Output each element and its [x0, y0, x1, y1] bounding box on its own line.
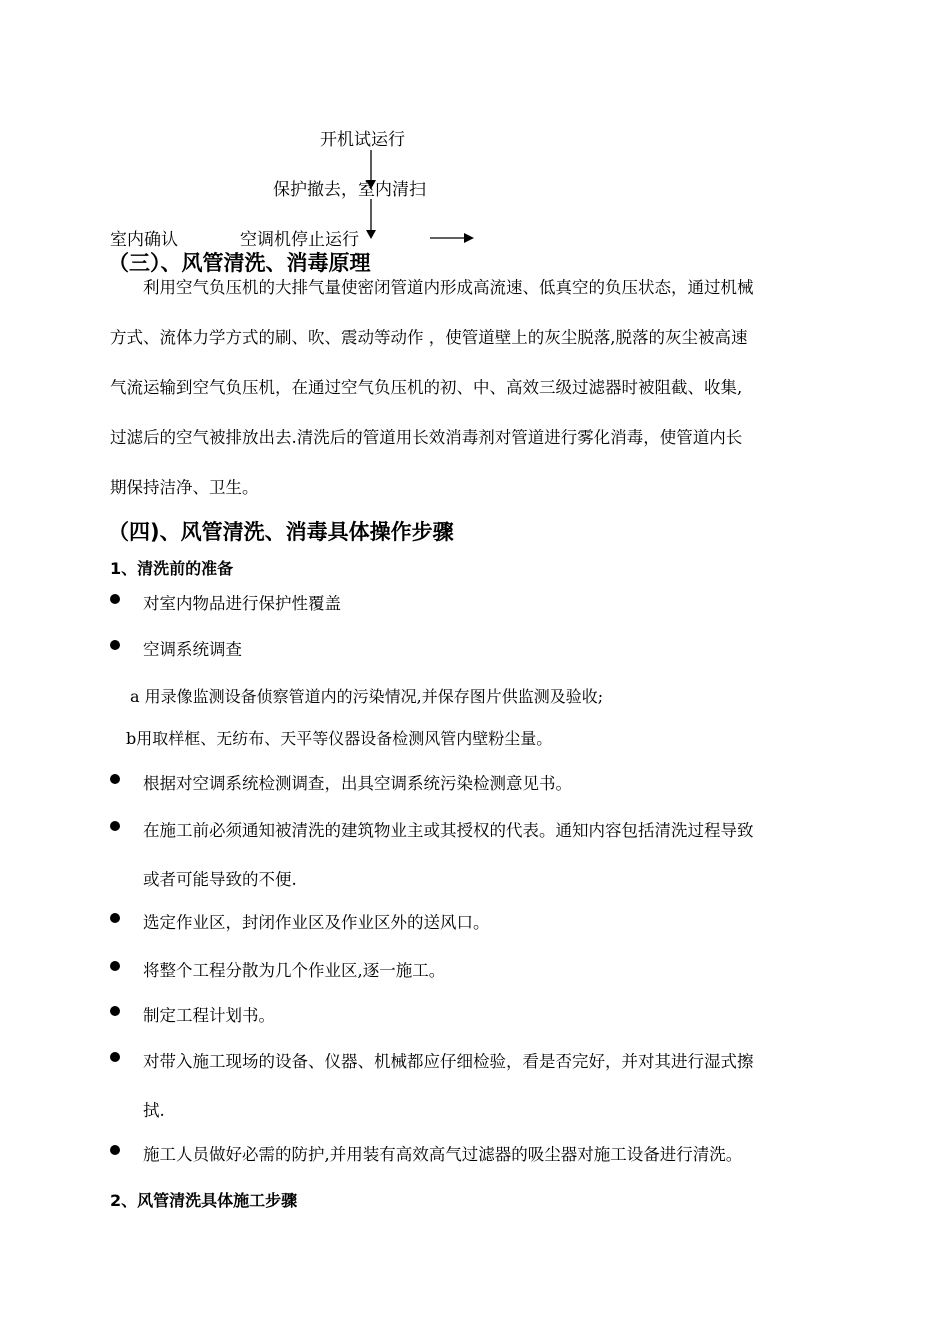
- paragraph-line: 方式、流体力学方式的刷、吹、震动等动作 ，使管道壁上的灰尘脱落,脱落的灰尘被高速: [110, 328, 748, 347]
- bullet-icon: [110, 1145, 120, 1155]
- flow-step-clean: 保护撤去，室内清扫: [273, 180, 426, 200]
- bullet-item: 对带入施工现场的设备、仪器、机械都应仔细检验，看是否完好，并对其进行湿式擦: [143, 1052, 754, 1071]
- bullet-item: 将整个工程分散为几个作业区,逐一施工。: [143, 961, 446, 980]
- bullet-icon: [110, 1052, 120, 1062]
- bullet-item: 对室内物品进行保护性覆盖: [143, 594, 341, 613]
- bullet-item-continued: 或者可能导致的不便.: [143, 870, 297, 889]
- subsection-heading-prep: 1、清洗前的准备: [110, 559, 234, 578]
- bullet-item: 在施工前必须通知被清洗的建筑物业主或其授权的代表。通知内容包括清洗过程导致: [143, 821, 754, 840]
- paragraph-line: 过滤后的空气被排放出去.清洗后的管道用长效消毒剂对管道进行雾化消毒，使管道内长: [110, 428, 743, 447]
- paragraph-line: 期保持洁净、卫生。: [110, 478, 259, 497]
- bullet-icon: [110, 913, 120, 923]
- flow-step-start: 开机试运行: [320, 130, 405, 150]
- bullet-item: 制定工程计划书。: [143, 1006, 275, 1025]
- subsection-heading-construction: 2、风管清洗具体施工步骤: [110, 1191, 298, 1210]
- paragraph-line: 利用空气负压机的大排气量使密闭管道内形成高流速、低真空的负压状态，通过机械: [143, 278, 754, 297]
- paragraph-line: 气流运输到空气负压机，在通过空气负压机的初、中、高效三级过滤器时被阻截、收集,: [110, 378, 743, 397]
- bullet-icon: [110, 640, 120, 650]
- bullet-icon: [110, 821, 120, 831]
- bullet-item: 空调系统调查: [143, 640, 242, 659]
- bullet-item: 施工人员做好必需的防护,并用装有高效高气过滤器的吸尘器对施工设备进行清洗。: [143, 1145, 743, 1164]
- bullet-icon: [110, 774, 120, 784]
- flow-step-confirm: 室内确认: [110, 230, 178, 250]
- section-heading-steps: （四)、风管清洗、消毒具体操作步骤: [108, 520, 454, 544]
- section-heading-principle: （三）、风管清洗、消毒原理: [108, 251, 371, 275]
- bullet-icon: [110, 594, 120, 604]
- sub-item-a: a 用录像监测设备侦察管道内的污染情况,并保存图片供监测及验收;: [130, 687, 604, 706]
- bullet-item: 根据对空调系统检测调查，出具空调系统污染检测意见书。: [143, 774, 572, 793]
- sub-item-b: b用取样框、无纺布、天平等仪器设备检测风管内壁粉尘量。: [126, 729, 553, 748]
- bullet-item-continued: 拭.: [143, 1101, 165, 1120]
- bullet-icon: [110, 961, 120, 971]
- bullet-item: 选定作业区，封闭作业区及作业区外的送风口。: [143, 913, 490, 932]
- flow-step-stop: 空调机停止运行: [240, 230, 359, 250]
- bullet-icon: [110, 1006, 120, 1016]
